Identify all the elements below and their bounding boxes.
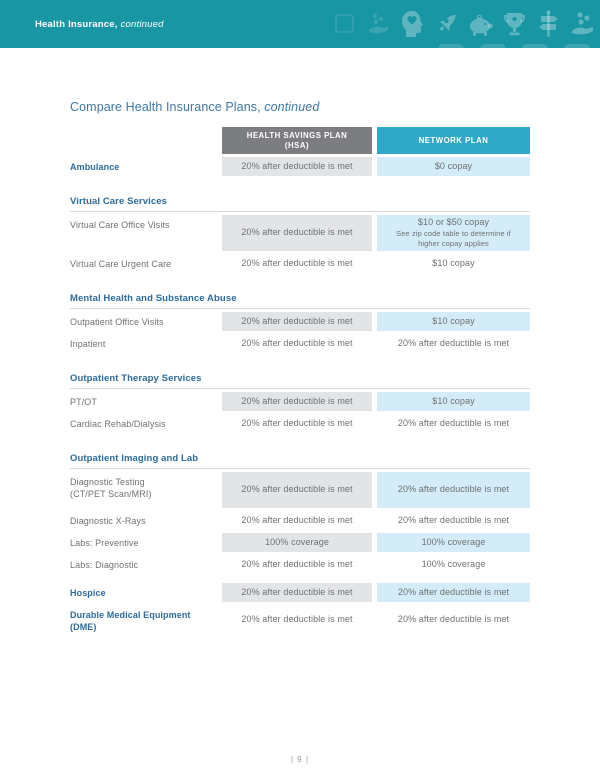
network-cell: 20% after deductible is met (397, 337, 510, 348)
hsa-cell: 20% after deductible is met (222, 312, 372, 331)
network-cell: 100% coverage (421, 558, 486, 569)
network-cell: 20% after deductible is met (377, 583, 530, 602)
network-cell: 20% after deductible is met (397, 514, 510, 525)
row-label: Cardiac Rehab/Dialysis (70, 419, 166, 429)
row-label: Ambulance (70, 162, 120, 172)
hsa-cell: 20% after deductible is met (241, 417, 353, 428)
table-row-inpatient (70, 334, 530, 353)
trophy-icon (501, 8, 528, 40)
hsa-cell: 20% after deductible is met (241, 257, 353, 268)
hsa-cell: 20% after deductible is met (241, 614, 353, 625)
table-row-cardiac-rehab (70, 414, 530, 433)
table-row-virtual-urgent-care (70, 254, 530, 273)
network-cell: $0 copay (377, 157, 530, 176)
table-row-virtual-office-visits (70, 215, 530, 251)
coins-hand-icon (569, 8, 596, 40)
table-row-hospice (70, 583, 530, 602)
row-label: Virtual Care Office Visits (70, 220, 170, 230)
column-header-hsa: HEALTH SAVINGS PLAN (HSA) (222, 127, 372, 154)
hsa-cell: 100% coverage (222, 533, 372, 552)
donation-hand-icon (365, 8, 392, 40)
network-cell: 20% after deductible is met (377, 472, 530, 508)
network-cell: 100% coverage (377, 533, 530, 552)
head-heart-icon (399, 8, 426, 40)
section-heading: Virtual Care Services (70, 196, 530, 212)
partial-icon (564, 44, 590, 48)
hsa-cell: 20% after deductible is met (222, 157, 372, 176)
table-group-virtual-care (70, 196, 530, 273)
page-title-continued: continued (264, 100, 320, 114)
page-title-main: Compare Health Insurance Plans, (70, 100, 261, 114)
row-label: Durable Medical Equipment (DME) (70, 610, 191, 632)
box-icon (331, 8, 358, 40)
table-row-outpatient-office-visits (70, 312, 530, 331)
table-row-labs-preventive (70, 533, 530, 552)
section-heading: Outpatient Imaging and Lab (70, 453, 530, 469)
table-header-row (70, 127, 530, 154)
rocket-icon (433, 8, 460, 40)
page-title (70, 100, 530, 114)
column-header-network: NETWORK PLAN (377, 127, 530, 154)
network-cell: 20% after deductible is met (397, 417, 510, 428)
hsa-cell: 20% after deductible is met (241, 337, 353, 348)
row-label: Diagnostic X-Rays (70, 516, 146, 526)
section-heading: Outpatient Therapy Services (70, 373, 530, 389)
hsa-cell: 20% after deductible is met (222, 472, 372, 508)
piggy-bank-icon (467, 8, 494, 40)
table-row-diagnostic-xrays (70, 511, 530, 530)
row-label: Hospice (70, 588, 106, 598)
network-cell: $10 or $50 copay See zip code table to determine if higher copay applies (377, 215, 530, 251)
row-label: Labs: Preventive (70, 538, 139, 548)
network-cell: $10 copay (377, 392, 530, 411)
header-title-text: Health Insurance, (35, 18, 118, 30)
table-row-pt-ot (70, 392, 530, 411)
header-title-continued: continued (120, 18, 164, 30)
hsa-cell: 20% after deductible is met (222, 215, 372, 251)
page-number: | 9 | (290, 755, 310, 764)
table-row-labs-diagnostic (70, 555, 530, 574)
header-icon-strip (331, 8, 596, 40)
table-group-outpatient-therapy (70, 373, 530, 433)
hsa-cell: 20% after deductible is met (222, 392, 372, 411)
hsa-cell: 20% after deductible is met (241, 514, 353, 525)
table-row-ambulance (70, 157, 530, 176)
network-cell-note: See zip code table to determine if higher copay applies (396, 229, 511, 248)
signpost-icon (535, 8, 562, 40)
page-body (70, 48, 530, 635)
section-heading: Mental Health and Substance Abuse (70, 293, 530, 309)
row-label: Inpatient (70, 339, 106, 349)
row-label: Labs: Diagnostic (70, 560, 139, 570)
network-cell: 20% after deductible is met (397, 614, 510, 625)
header-title (35, 0, 164, 48)
table-group-imaging-lab (70, 453, 530, 574)
row-label: PT/OT (70, 397, 97, 407)
page-header-bar (0, 0, 600, 48)
table-row-dme (70, 605, 530, 635)
table-group-tail (70, 583, 530, 635)
row-label: Outpatient Office Visits (70, 317, 164, 327)
network-cell: $10 copay (377, 312, 530, 331)
hsa-cell: 20% after deductible is met (222, 583, 372, 602)
comparison-table (70, 127, 530, 635)
table-group (70, 157, 530, 176)
row-label: Virtual Care Urgent Care (70, 259, 172, 269)
table-group-mental-health (70, 293, 530, 353)
table-row-diagnostic-testing (70, 472, 530, 508)
row-label: Diagnostic Testing (CT/PET Scan/MRI) (70, 477, 152, 499)
network-cell: $10 copay (432, 257, 475, 268)
hsa-cell: 20% after deductible is met (241, 558, 353, 569)
